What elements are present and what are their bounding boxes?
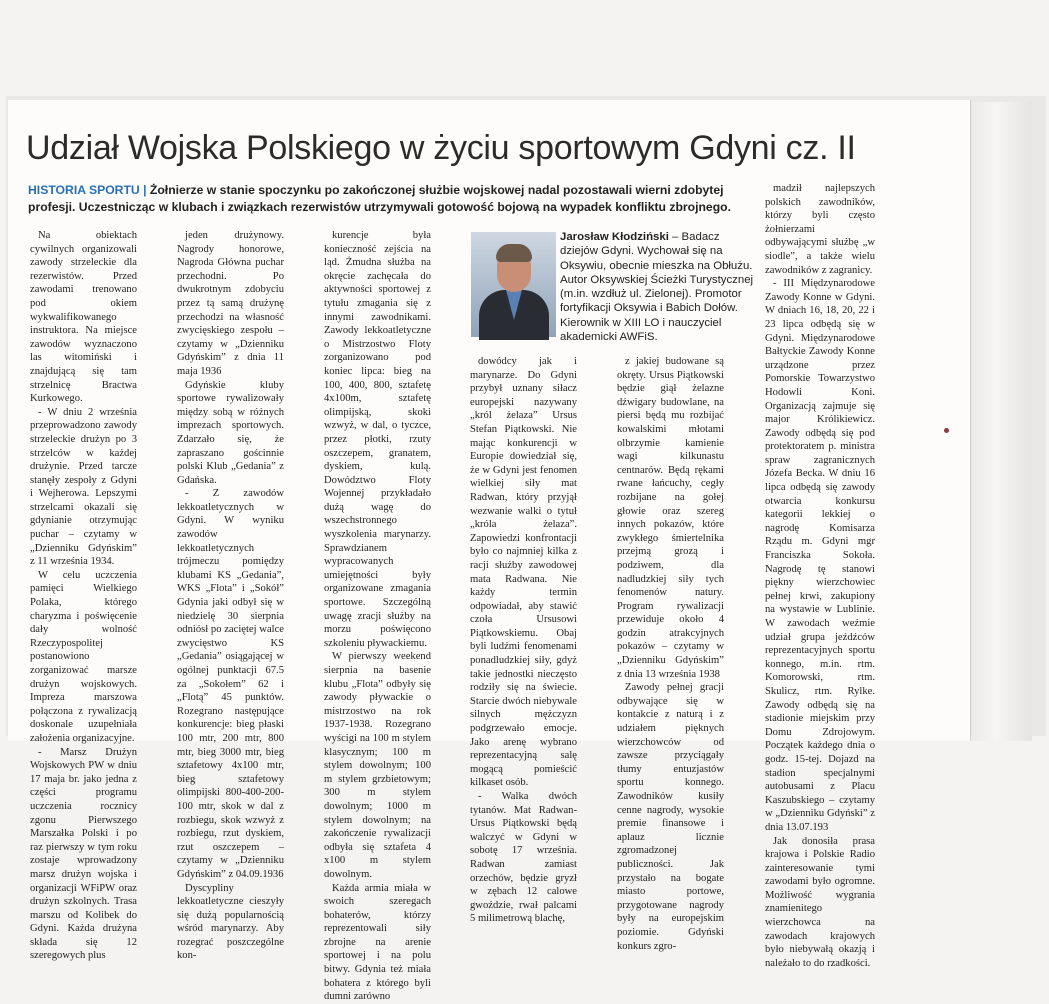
text-column-5 [617, 355, 724, 952]
author-bio: – Badacz dziejów Gdyni. Wychował się na Oksywiu, obecnie mieszka na Obłużu. Autor Oksywskiej Ścieżki Turystycznej (m.in. wzdłuż ul. Zielonej). Promotor fortyfikacji Oksywia i Babich Dołów. Kierownik w XIII LO i nauczyciel akademicki AWFiS. [560, 231, 754, 344]
paragraph: W pierwszy weekend sierpnia na basenie klubu „Flota” odbyły się zawody pływackie o mistrzostwo na rok 1937-1938. Rozegrano wyścigi na 100 m stylem klasycznym; 100 m stylem dowolnym; 100 m stylem grzbietowym; 300 m stylem dowolnym; 1000 m stylem dowolnym; na zakończenie rywalizacji odbyła się sztafeta 4 x100 m stylem dowolnym. [324, 651, 431, 880]
paragraph: - W dniu 2 września przeprowadzono zawody strzeleckie drużyn po 3 strzelców w każdej drużynie. Przed tarcze stanęły zespoły z Gdyni i Wejherowa. Lepszymi strzelcami okazali się gdynianie otrzymując puchar – czytamy w „Dzienniku Gdyńskim” z 11 września 1934. [30, 406, 137, 568]
author-caption [560, 230, 760, 344]
paragraph: - Z zawodów lekkoatletycznych w Gdyni. W wyniku zawodów lekkoatletycznych trójmeczu pomiędzy klubami KS „Gedania”, WKS „Flota” i „Sokół” Gdynia jaki odbył się w niedzielę 30 sierpnia odniósł po zaciętej walce zwycięstwo KS „Gedania” osiągającej w ogólnej punktacji 67.5 za „Sokołem” 62 i „Flotą” 45 punktów. Rozegrano następujące konkurencje: bieg płaski 100 mtr, 200 mtr, 800 mtr, bieg 3000 mtr, bieg sztafetowy 4x100 mtr, bieg sztafetowy olimpijski 800-400-200-100 mtr, skok w dal z rozbiegu, skok wzwyż z rozbiegu, rzut dyskiem, rzut oszczepem – czytamy w „Dzienniku Gdyńskim” z 04.09.1936 [177, 488, 284, 880]
paper-edge [972, 102, 1032, 741]
text-column-3 [324, 229, 431, 1003]
article-lead [28, 182, 763, 216]
paragraph: Każda armia miała w swoich szeregach bohaterów, którzy reprezentowali siły zbrojne na arenie sportowej i na polu bitwy. Gdynia też miała bohatera z którego byli dumni zarówno [324, 882, 431, 1003]
paragraph: dowódcy jak i marynarze. Do Gdyni przybył uznany siłacz europejski nazywany „król żelaza” Ursus Stefan Piątkowski. Nie mając konkurencji w Europie dowiedział się, że w Gdyni jest fenomen wielkiej siły mat Radwan, który przyjął wezwanie walki o tytuł „króla żelaza”. Zapowiedzi konfrontacji było co najmniej kilka z racji służby zawodowej mata Radwana. Nie każdy termin odpowiadał, aby stawić czoła Ursusowi Piątkowskiemu. Obaj byli ludźmi fenomenami ponadludzkiej siły, gdyż takie jednostki nieczęsto rodziły się na świecie. Starcie dwóch niebywale silnych mężczyzn podgrzewało emocje. Jako arenę wybrano reprezentacyjną salę mogącą pomieścić kilkaset osób. [470, 356, 577, 789]
text-column-6 [765, 182, 875, 969]
photo-hair [496, 244, 532, 262]
article-headline: Udział Wojska Polskiego w życiu sportowym Gdyni cz. II [26, 129, 856, 167]
text-column-2 [177, 229, 284, 962]
paragraph: Jak donosiła prasa krajowa i Polskie Radio zainteresowanie tymi zawodami było ogromne. Możliwość wygrania znamienitego wierzchowca na zawodach krajowych było niebywałą okazją i należało to do rzadkości. [765, 835, 875, 969]
paragraph: - III Międzynarodowe Zawody Konne w Gdyni. W dniach 16, 18, 20, 22 i 23 lipca odbędą się w Gdyni. Międzynarodowe Bałtyckie Zawody Konne urządzone przez Pomorskie Towarzystwo Hodowli Koni. Organizacją zajmuje się major Królikiewicz. Zawody odbędą się pod protektoratem p. ministra spraw zagranicznych Józefa Becka. W dniu 16 lipca odbędą się zawody otwarcia konkursu kategorii lekkiej o nagrodę Komisarza Rządu m. Gdyni mgr Franciszka Sokoła. Nagrodę tę stanowi piękny wierzchowiec pełnej krwi, zakupiony na wystawie w Lublinie. W zawodach weźmie udział grupa jeźdźców reprezentacyjnych sportu konnego, m.in. rtm. Komorowski, rtm. Skulicz, rtm. Rylke. Zawody odbędą się na stadionie miejskim przy Domu Zdrojowym. Początek każdego dnia o godz. 15-tej. Dojazd na stadion specjalnymi autobusami z Placu Kaszubskiego – czytamy w „Dzienniku Gdyński” z dnia 13.07.193 [765, 278, 875, 833]
paragraph: Dyscypliny lekkoatletyczne cieszyły się dużą popularnością wśród marynarzy. Aby rozegrać poszczególne kon- [177, 882, 284, 962]
paragraph: W celu uczczenia pamięci Wielkiego Polaka, którego charyzma i poświęcenie dały wolność Rzeczypospolitej postanowiono zorganizować marsze drużyn wojskowych. Impreza marszowa połączona z rywalizacją doskonale uzupełniała założenia organizacyjne. [30, 569, 137, 744]
newspaper-page [8, 100, 970, 1003]
author-name: Jarosław Kłodziński [560, 231, 669, 243]
text-column-4 [470, 355, 577, 925]
paragraph: Zawody pełnej gracji odbywające się w kontakcie z naturą i z udziałem pięknych wierzchowców od zawsze przyciągały tłumy entuzjastów sportu konnego. Zawodników kusiły cenne nagrody, wysokie premie finansowe i aplauz licznie zgromadzonej publiczności. Jak przystało na bogate miasto portowe, przygotowane nagrody były na europejskim poziomie. Gdyński konkurs zgro- [617, 682, 724, 952]
paragraph: - Marsz Drużyn Wojskowych PW w dniu 17 maja br. jako jedna z części programu uczczenia rocznicy zgonu Pierwszego Marszałka Polski i po raz pierwszy w tym roku zostaje wprowadzony marsz drużyn wojska i organizacji WFiPW oraz drużyn szkolnych. Trasa marszu od Kolibek do Gdyni. Każda drużyna składa się 12 szeregowych plus [30, 746, 137, 962]
paragraph: Na obiektach cywilnych organizowali zawody strzeleckie dla rezerwistów. Przed zawodami trenowano pod okiem wykwalifikowanego instruktora. Na miejsce zawodów wyznaczono las witomiński i znajdującą się tam strzelnicę Bractwa Kurkowego. [30, 230, 137, 405]
author-photo [471, 232, 556, 337]
ink-mark [944, 428, 949, 433]
paragraph: Gdyńskie kluby sportowe rywalizowały między sobą w różnych imprezach sportowych. Zdarzało się, że zapraszano gościnnie polski Klub „Gedania” z Gdańska. [177, 379, 284, 486]
paragraph: z jakiej budowane są okręty. Ursus Piątkowski będzie giął żelazne dźwigary budowlane, na piersi będą mu rozbijać kowalskimi młotami olbrzymie kamienie wagi kilkunastu centnarów. Będą rękami rwane łańcuchy, cegły rozbijane na gołej głowie oraz szereg innych pokazów, które zwykłego śmiertelnika przejmą grozą i podziwem, dla nadludzkiej siły tych fenomenów natury. Program rywalizacji przewiduje około 4 godzin atrakcyjnych pokazów – czytamy w „Dzienniku Gdyńskim” z dnia 13 września 1938 [617, 356, 724, 680]
lead-text: Żołnierze w stanie spoczynku po zakończonej służbie wojskowej nadal pozostawali wierni zdobytej profesji. Uczestnicząc w klubach i związkach rezerwistów utrzymywali gotowość bojową na wypadek konfliktu zbrojnego. [28, 183, 731, 214]
text-column-1 [30, 229, 137, 962]
section-label: HISTORIA SPORTU | [28, 183, 147, 197]
paragraph: jeden drużynowy. Nagrody honorowe, Nagroda Główna puchar przechodni. Po dwukrotnym zdobyciu przez tą samą drużynę przechodzi na własność zwycięskiego zespołu – czytamy w „Dzienniku Gdyńskim” z dnia 11 maja 1936 [177, 230, 284, 377]
paragraph: madził najlepszych polskich zawodników, którzy byli często żołnierzami odbywającymi służbę „w siodle”, a także wielu zawodników z zagranicy. [765, 183, 875, 276]
paragraph: kurencje była konieczność zejścia na ląd. Żmudna służba na okręcie zachęcała do aktywności sportowej z tytułu zmagania się z innymi zawodnikami. Zawody lekkoatletyczne o Mistrzostwo Floty zorganizowano pod koniec lipca: bieg na 100, 400, 800, sztafetę 4x100m, sztafetę olimpijską, skoki wzwyż, w dal, o tyczce, przez płotki, rzuty oszczepem, granatem, dyskiem, kulą. Dowództwo Floty Wojennej przykładało dużą wagę do wszechstronnego wyszkolenia marynarzy. Sprawdzianem wypracowanych umiejętności były organizowane zmagania sportowe. Szczególną uwagę zracji służby na morzu poświęcono szkoleniu pływackiemu. [324, 230, 431, 649]
paragraph: - Walka dwóch tytanów. Mat Radwan-Ursus Piątkowski będą walczyć w Gdyni w sobotę 17 września. Radwan zamiast orzechów, będzie gryzł w zębach 12 calowe gwoździe, rwał palcami 5 milimetrową blachę, [470, 791, 577, 925]
